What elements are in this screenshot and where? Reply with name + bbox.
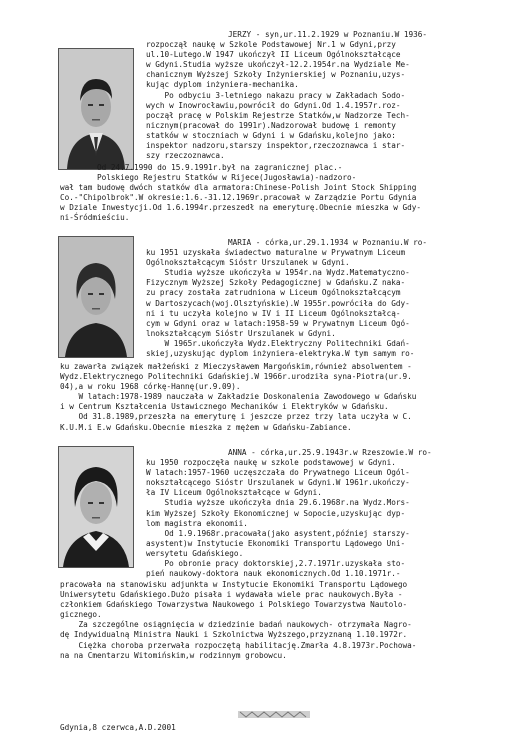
text-line: w Dartoszycach(woj.Olsztyńskie).W 1955r.powróciła do Gdy-: [146, 298, 410, 308]
text-line: kim Wyższej Szkoły Ekonomicznej w Sopocie,uzyskując dyp-: [146, 508, 406, 518]
text-line: inspektor nadzoru,starszy inspektor,rzeczoznawca i star-: [146, 141, 406, 151]
text-line: wał tam budowę dwóch statków dla armatora:Chinese-Polish Joint Stock Shipping: [60, 183, 417, 193]
text-line: pracowała na stanowisku adjunkta w Instytucie Ekonomiki Transportu Lądowego: [60, 580, 408, 589]
text-line: w Gdyni.Studia wyższe ukończył-12.2.1954r.na Wydziale Me-: [146, 60, 410, 70]
text-line: chanicznym Wyższej Szkoły Inżynierskiej w Poznaniu,uzys-: [146, 70, 406, 80]
text-line: Ogólnokształcącym Sióstr Urszulanek w Gdyni.: [146, 258, 350, 268]
text-line: Od 1.9.1968r.pracowała(jako asystent,później starszy-: [146, 528, 410, 538]
text-line: Po odbyciu 3-letniego nakazu pracy w Zakładach Sodo-: [146, 90, 406, 100]
entry-anna-head: [146, 448, 432, 579]
portrait-jerzy-icon: [59, 49, 133, 169]
text-line: gicznego.: [60, 610, 102, 620]
text-line: Studia wyższe ukończyła w 1954r.na Wydz.Matematyczno-: [146, 268, 410, 278]
text-line: dę Indywidualną Ministra Nauki i Szkolnictwa Wyższego,przyznaną 1.10.1972r.: [60, 630, 408, 640]
text-line: W latach:1957-1960 uczęszczała do Prywatnego Liceum Ogól-: [146, 468, 410, 478]
text-line: zu pracy została zatrudniona w Liceum Ogólnokształcącym: [146, 288, 401, 298]
text-line: lom magistra ekonomii.: [146, 518, 248, 528]
text-line: ku 1950 rozpoczęła naukę w szkole podstawowej w Gdyni.: [146, 458, 396, 468]
text-line: członkiem Gdańskiego Towarzystwa Naukowego i Polskiego Towarzystwa Nautolo-: [60, 600, 408, 610]
text-line: nokształcącego Sióstr Urszulanek w Gdyni.W 1961r.ukończy-: [146, 478, 410, 488]
text-line: ni-Śródmieściu.: [60, 213, 130, 223]
entry-jerzy-body: [60, 163, 421, 224]
text-line: lnokształcącym Sióstr Urszulanek w Gdyni.: [146, 328, 336, 338]
entry-jerzy-head: [146, 30, 427, 161]
text-line: wersytetu Gdańskiego.: [146, 548, 244, 558]
text-line: ku zawarła związek małżeński z Mieczysławem Margońskim,również absolwentem -: [60, 362, 412, 371]
text-line: na na Cmentarzu Witomińskim,w rodzinnym grobowcu.: [60, 650, 287, 660]
text-line: wych w Inowrocławiu,powrócił do Gdyni.Od 1.4.1957r.roz-: [146, 100, 401, 110]
portrait-maria-icon: [59, 237, 133, 357]
text-line: Ciężka choroba przerwała rozpoczętą habilitację.Zmarła 4.8.1973r.Pochowa-: [60, 640, 417, 650]
text-line: JERZY - syn,ur.11.2.1929 w Poznaniu.W 1936-: [228, 30, 428, 39]
text-line: K.U.M.i E.w Gdańsku.Obecnie mieszka z mężem w Gdańsku-Zabiance.: [60, 422, 352, 432]
text-line: Co.-"Chipolbrok".W okresie:1.6.-31.12.1969r.pracował w Zarządzie Portu Gdynia: [60, 193, 417, 203]
text-line: ANNA - córka,ur.25.9.1943r.w Rzeszowie.W ro-: [228, 448, 432, 457]
portrait-anna-icon: [59, 447, 133, 567]
entry-maria-body: [60, 362, 416, 433]
text-line: ła IV Liceum Ogólnokształcące w Gdyni.: [146, 488, 322, 498]
text-line: Po obronie pracy doktorskiej,2.7.1971r.uzyskała sto-: [146, 559, 406, 569]
text-line: szy rzeczoznawca.: [146, 151, 225, 161]
text-line: Uniwersytetu Gdańskiego.Dużo pisała i wydawała wiele prac naukowych.Była -: [60, 590, 403, 600]
text-line: cym w Gdyni oraz w latach:1958-59 w Prywatnym Liceum Ogó-: [146, 318, 410, 328]
text-line: W latach:1978-1989 nauczała w Zakładzie Doskonalenia Zawodowego w Gdańsku: [60, 392, 417, 402]
text-line: Od 24.7.1990 do 15.9.1991r.był na zagranicznej plac.-: [60, 163, 343, 172]
text-line: rozpoczął naukę w Szkole Podstawowej Nr.1 w Gdyni,przy: [146, 40, 396, 50]
text-line: W 1965r.ukończyła Wydz.Elektryczny Politechniki Gdań-: [146, 338, 410, 348]
text-line: statków w stoczniach w Gdyni i w Gdańsku,kolejno jako:: [146, 130, 396, 140]
text-line: Fizycznym Wyższej Szkoły Pedagogicznej w Gdańsku.Z naka-: [146, 278, 406, 288]
text-line: skiej,uzyskując dyplom inżyniera-elektryka.W tym samym ro-: [146, 349, 415, 359]
entry-anna-body: [60, 580, 416, 661]
entry-maria-head: [146, 238, 427, 359]
text-line: ul.10-Lutego.W 1947 ukończył II Liceum Ogólnokształcące: [146, 50, 401, 60]
text-line: Za szczególne osiągnięcia w dziedzinie badań naukowych- otrzymała Nagro-: [60, 620, 412, 630]
text-line: ku 1951 uzyskała świadectwo maturalne w Prywatnym Liceum: [146, 248, 406, 258]
text-line: 04),a w roku 1968 córkę-Hannę(ur.9.09).: [60, 382, 241, 392]
text-line: począł pracę w Polskim Rejestrze Statków,w Nadzorze Tech-: [146, 110, 410, 120]
footer-place-date: Gdynia,8 czerwca,A.D.2001: [60, 723, 176, 732]
text-line: asystent)w Instytucie Ekonomiki Transportu Lądowego Uni-: [146, 538, 406, 548]
text-line: Polskiego Rejestru Statków w Rijece(Jugosławia)-nadzoro-: [60, 173, 357, 183]
portrait-photo-jerzy: [58, 48, 134, 170]
text-line: Wydz.Elektrycznego Politechniki Gdańskiej.W 1966r.urodziła syna-Piotra(ur.9.: [60, 372, 412, 382]
text-line: Studia wyższe ukończyła dnia 29.6.1968r.na Wydz.Mors-: [146, 498, 410, 508]
decorative-ornament-icon: [238, 710, 310, 719]
text-line: Od 31.8.1989,przeszła na emeryturę i jeszcze przez trzy lata uczyła w C.: [60, 412, 412, 422]
text-line: nicznym(pracował do 1991r).Nadzorował budowę i remonty: [146, 120, 396, 130]
text-line: w Dziale Inwestycji.Od 1.6.1994r.przeszedł na emeryturę.Obecnie mieszka w Gdy-: [60, 203, 422, 213]
portrait-photo-maria: [58, 236, 134, 358]
portrait-photo-anna: [58, 446, 134, 568]
text-line: ni i tu uczyła kolejno w IV i II Liceum Ogólnokształcą-: [146, 308, 401, 318]
text-line: MARIA - córka,ur.29.1.1934 w Poznaniu.W ro-: [228, 238, 428, 247]
text-line: kując dyplom inżyniera-mechanika.: [146, 80, 299, 90]
text-line: pień naukowy-doktora nauk ekonomicznych.Od 1.10.1971r.-: [146, 569, 401, 579]
text-line: i w Centrum Kształcenia Ustawicznego Mechaników i Elektryków w Gdańsku.: [60, 402, 389, 412]
